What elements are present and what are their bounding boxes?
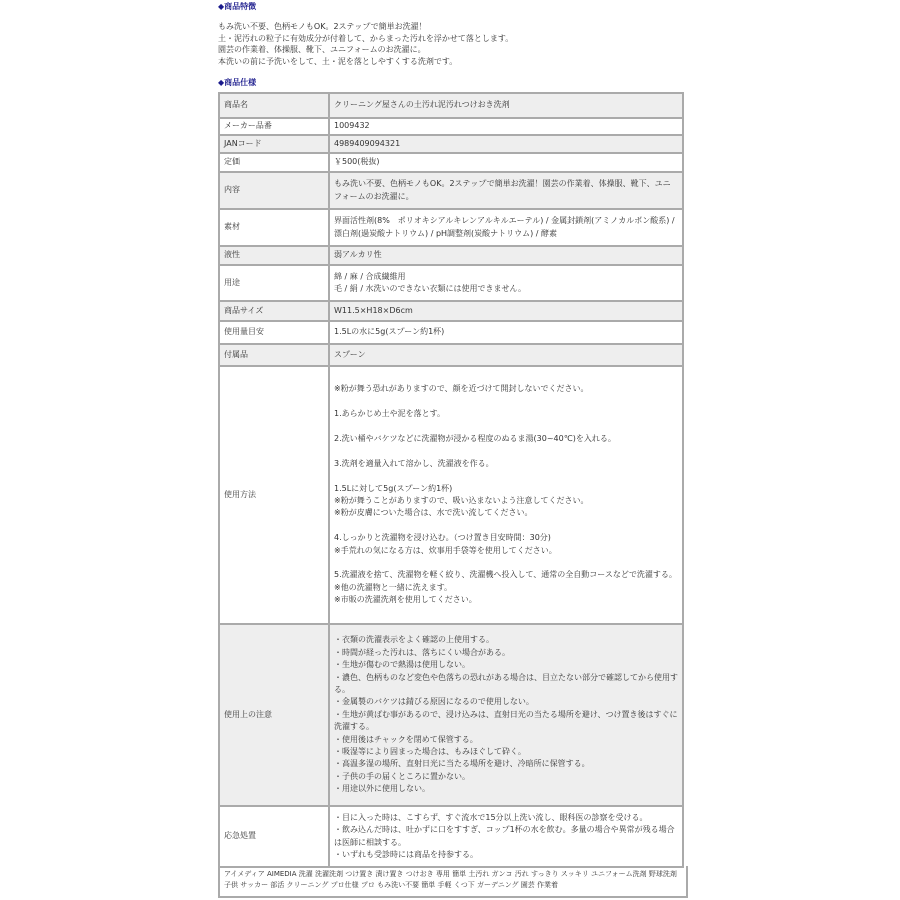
spec-value <box>329 246 683 265</box>
spec-value <box>329 118 683 135</box>
spec-value <box>329 172 683 209</box>
features-line: 園芸の作業着、体操服、靴下、ユニフォームのお洗濯に。 <box>218 45 426 54</box>
spec-value <box>329 624 683 806</box>
spec-value-line: ※市販の洗濯洗剤を使用してください。 <box>334 595 477 605</box>
spec-row <box>219 265 683 301</box>
specs-heading: ◆商品仕様 <box>218 78 257 87</box>
spec-row <box>219 624 683 806</box>
spec-label: 内容 <box>219 172 329 209</box>
spec-label: 使用量目安 <box>219 321 329 344</box>
spec-value-line: 4989409094321 <box>334 138 401 148</box>
spec-label: 液性 <box>219 246 329 265</box>
spec-row <box>219 209 683 246</box>
features-heading: ◆商品特徴 <box>218 2 257 11</box>
spec-value <box>329 301 683 321</box>
spec-value <box>329 93 683 118</box>
spec-value <box>329 135 683 153</box>
spec-value-line: 5.洗濯液を捨て、洗濯物を軽く絞り、洗濯機へ投入して、通常の全自動コースなどで洗濯する。 <box>334 570 677 580</box>
spec-label: 商品名 <box>219 93 329 118</box>
spec-value-line <box>334 557 678 569</box>
spec-value-line <box>334 445 678 457</box>
spec-value-line: ・使用後はチャックを閉めて保管する。 <box>334 734 478 744</box>
spec-value-line: ・飲み込んだ時は、吐かずに口をすすぎ、コップ1杯の水を飲む。多量の場合や異常が残る場合は医師に相談する。 <box>334 825 675 847</box>
spec-label: 定価 <box>219 153 329 172</box>
features-line: 本洗いの前に予洗いをして、土・泥を落としやすくする洗剤です。 <box>218 56 458 66</box>
spec-label: メーカー品番 <box>219 118 329 135</box>
spec-value-line: ・いずれも受診時には商品を持参する。 <box>334 849 478 859</box>
specs-table <box>218 92 684 868</box>
spec-value-line: ・吸湿等により固まった場合は、もみほぐして砕く。 <box>334 747 526 757</box>
spec-label: 使用方法 <box>219 366 329 624</box>
spec-label: 応急処置 <box>219 806 329 867</box>
spec-value-line: 1009432 <box>334 121 370 131</box>
spec-value-line: 綿 / 麻 / 合成繊維用 <box>334 271 406 281</box>
spec-value-line: ※粉が皮膚についた場合は、水で洗い流してください。 <box>334 508 533 518</box>
spec-value-line: 2.洗い桶やバケツなどに洗濯物が浸かる程度のぬるま湯(30~40℃)を入れる。 <box>334 433 616 443</box>
spec-row <box>219 93 683 118</box>
spec-value-line: ※他の洗濯物と一緒に洗えます。 <box>334 582 453 592</box>
spec-row <box>219 118 683 135</box>
spec-value <box>329 344 683 366</box>
spec-value-line: 界面活性剤(8% ポリオキシアルキレンアルキルエーテル) / 金属封鎖剤(アミノカルボン酸系) / 漂白剤(過炭酸ナトリウム) / pH調整剤(炭酸ナトリウム) / 酵素 <box>334 216 675 238</box>
spec-value-line <box>334 396 678 408</box>
spec-value-line: ・目に入った時は、こすらず、すぐ流水で15分以上洗い流し、眼科医の診察を受ける。 <box>334 812 648 822</box>
spec-value <box>329 806 683 867</box>
features-line: 土・泥汚れの粒子に有効成分が付着して、からまった汚れを浮かせて落とします。 <box>218 33 514 43</box>
spec-row <box>219 321 683 344</box>
spec-value-line: W11.5×H18×D6cm <box>334 305 413 315</box>
features-text <box>218 21 513 67</box>
spec-value-line: 1.5Lに対して5g(スプーン約1杯) <box>334 483 453 493</box>
spec-value-line: スプーン <box>334 349 366 359</box>
spec-value-line: ・金属製のバケツは錆びる原因になるので使用しない。 <box>334 697 534 707</box>
spec-row <box>219 135 683 153</box>
spec-row <box>219 153 683 172</box>
spec-value-line: 毛 / 絹 / 水洗いのできない衣類には使用できません。 <box>334 284 527 293</box>
spec-label: 使用上の注意 <box>219 624 329 806</box>
spec-value-line: ・生地が傷むので熱湯は使用しない。 <box>334 660 470 670</box>
spec-label: 素材 <box>219 209 329 246</box>
spec-value-line: ・用途以外に使用しない。 <box>334 784 430 794</box>
spec-row <box>219 172 683 209</box>
spec-value-line: 3.洗剤を適量入れて溶かし、洗濯液を作る。 <box>334 458 494 468</box>
spec-value-line: 弱アルカリ性 <box>334 250 382 260</box>
spec-value-line: ・濃色、色柄ものなど変色や色落ちの恐れがある場合は、目立たない部分で確認してから使用する。 <box>334 672 678 694</box>
spec-label: 商品サイズ <box>219 301 329 321</box>
spec-value-line <box>334 421 678 433</box>
keywords: アイメディア AIMEDIA 洗濯 洗濯洗剤 つけ置き 漬け置き つけおき 専用 簡単 土汚れ ガンコ 汚れ すっきり スッキリ ユニフォーム洗剤 野球洗剤 子供 サッカー 部活 クリーニング プロ仕様 プロ もみ洗い不要 簡単 手軽 くつ下 ガーデニング 園芸 作業着 <box>218 866 688 898</box>
spec-row <box>219 301 683 321</box>
spec-value-line: ・衣類の洗濯表示をよく確認の上使用する。 <box>334 635 494 645</box>
spec-value <box>329 366 683 624</box>
spec-row <box>219 344 683 366</box>
spec-value <box>329 209 683 246</box>
spec-value-line: ・子供の手の届くところに置かない。 <box>334 771 470 781</box>
features-line: もみ洗い不要、色柄モノもOK。2ステップで簡単お洗濯！ <box>218 22 427 31</box>
spec-value-line: ￥500(税抜) <box>334 157 380 167</box>
spec-value-line: ※粉が舞う恐れがありますので、顔を近づけて開封しないでください。 <box>334 384 589 394</box>
spec-value-line: ※粉が舞うことがありますので、吸い込まないよう注意してください。 <box>334 495 589 505</box>
spec-value <box>329 153 683 172</box>
spec-value-line: 1.あらかじめ土や泥を落とす。 <box>334 409 445 419</box>
spec-value-line <box>334 470 678 482</box>
spec-row <box>219 246 683 265</box>
spec-value-line <box>334 520 678 532</box>
spec-value <box>329 321 683 344</box>
spec-value-line: 1.5Lの水に5g(スプーン約1杯) <box>334 327 445 337</box>
spec-value-line: もみ洗い不要、色柄モノもOK。2ステップで簡単お洗濯！園芸の作業着、体操服、靴下、ユニフォームのお洗濯に。 <box>334 179 671 201</box>
spec-value-line: クリーニング屋さんの土汚れ泥汚れつけおき洗剤 <box>334 100 510 110</box>
spec-value-line: 4.しっかりと洗濯物を浸け込む。（つけ置き目安時間：30分) <box>334 533 551 543</box>
spec-value-line: ※手荒れの気になる方は、炊事用手袋等を使用してください。 <box>334 545 557 555</box>
spec-value-line: ・時間が経った汚れは、落ちにくい場合がある。 <box>334 647 510 657</box>
spec-row <box>219 806 683 867</box>
spec-value <box>329 265 683 301</box>
spec-label: 付属品 <box>219 344 329 366</box>
spec-label: 用途 <box>219 265 329 301</box>
spec-value-line: ・高温多湿の場所、直射日光に当たる場所を避け、冷暗所に保管する。 <box>334 759 590 769</box>
spec-value-line: ・生地が黄ばむ事があるので、浸け込みは、直射日光の当たる場所を避け、つけ置き後はすぐに洗濯する。 <box>334 709 678 732</box>
spec-row <box>219 366 683 624</box>
spec-label: JANコード <box>219 135 329 153</box>
